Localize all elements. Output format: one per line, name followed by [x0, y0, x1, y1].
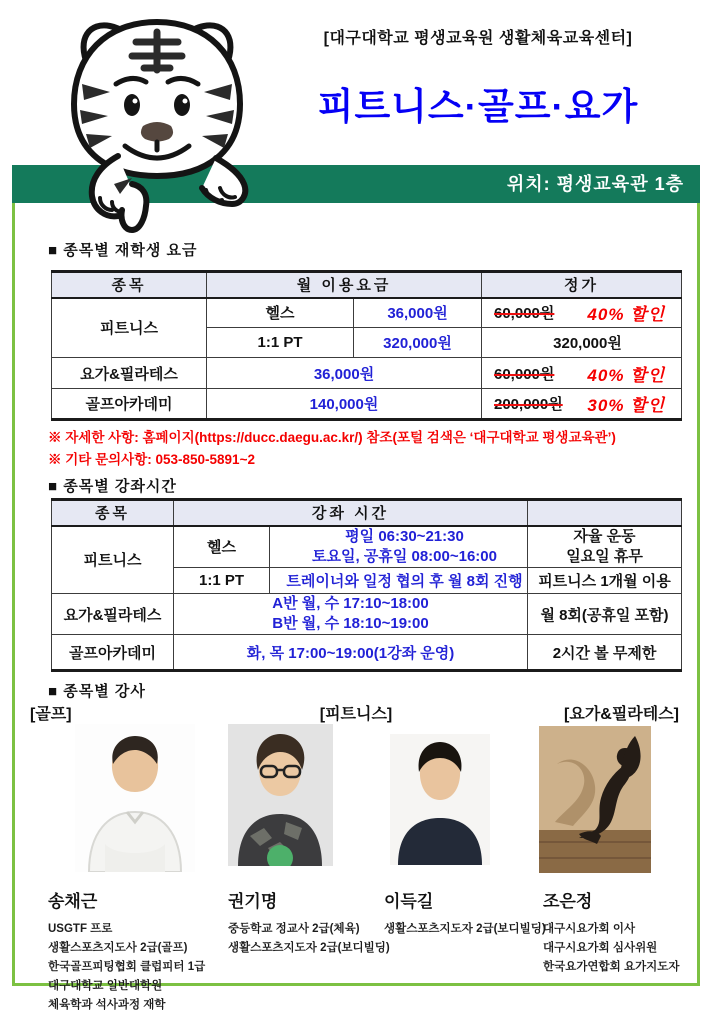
schedule-yoga-label: 요가&필라테스 — [52, 594, 174, 635]
pricing-header-fee: 월 이용요금 — [207, 272, 482, 298]
schedule-fitness-label: 피트니스 — [52, 526, 174, 594]
original-price: 60,000원 — [494, 305, 555, 323]
note-line: 자율 운동 — [573, 527, 636, 545]
pricing-pt-label: 1:1 PT — [207, 328, 354, 358]
bio-line: 생활스포츠지도자 2급(보디빌딩) — [228, 942, 390, 954]
pricing-section-title: ■ 종목별 재학생 요금 — [48, 242, 198, 259]
bio-line: 생활스포츠지도자 2급(보디빌딩) — [384, 923, 546, 935]
tiger-mascot-illustration — [48, 8, 266, 241]
instructor-card-lee-deuk-gil — [384, 887, 549, 939]
pricing-header-row — [52, 272, 682, 298]
pricing-header-item: 종목 — [52, 272, 207, 298]
note-phone: ※ 기타 문의사항: 053-850-5891~2 — [48, 452, 255, 467]
schedule-table — [51, 498, 682, 672]
schedule-golf-label: 골프아카데미 — [52, 635, 174, 671]
discount-badge: 40% 할인 — [587, 365, 665, 385]
instructor-photo-song-chae-geun — [75, 724, 195, 872]
location-text: 위치: 평생교육관 1층 — [506, 174, 684, 194]
instructor-name: 송채근 — [48, 892, 98, 911]
schedule-pt-time: 트레이너와 일정 협의 후 월 8회 진행 — [270, 568, 528, 594]
instructor-photo-jo-eun-jeong-yoga-pose — [539, 726, 651, 873]
table-row — [52, 594, 682, 635]
time-line: 평일 06:30~21:30 — [345, 527, 464, 545]
category-label-fitness: [피트니스] — [319, 706, 393, 723]
schedule-pt-note: 피트니스 1개월 이용 — [528, 568, 682, 594]
instructor-name: 조은정 — [543, 892, 593, 911]
table-row — [52, 358, 682, 389]
table-row — [52, 389, 682, 420]
schedule-yoga-times — [174, 594, 528, 635]
instructor-photo-kwon-gi-myeong — [228, 724, 333, 866]
original-price: 200,000원 — [494, 396, 563, 413]
bio-line: 대구시요가회 이사 — [543, 923, 636, 935]
pricing-header-list-price: 정가 — [482, 272, 682, 298]
pricing-pt-price: 320,000원 — [354, 328, 482, 358]
discount-badge: 40% 할인 — [587, 305, 665, 325]
table-row — [52, 298, 682, 328]
note-line: 일요일 휴무 — [566, 547, 643, 565]
original-price: 60,000원 — [494, 365, 555, 383]
tiger-icon — [48, 8, 266, 236]
pricing-health-label: 헬스 — [207, 298, 354, 328]
instructor-photo-lee-deuk-gil — [390, 734, 490, 865]
bio-line: 한국골프피팅협회 클럽피터 1급 — [48, 961, 206, 973]
pricing-golf-price: 140,000원 — [207, 389, 482, 420]
notes-block — [48, 427, 616, 471]
pricing-yoga-price: 36,000원 — [207, 358, 482, 389]
discount-badge: 30% 할인 — [587, 396, 665, 415]
schedule-section-title: ■ 종목별 강좌시간 — [48, 478, 177, 495]
category-label-golf: [골프] — [30, 706, 72, 723]
bio-line: 중등학교 정교사 2급(체육) — [228, 923, 360, 935]
pricing-golf-label: 골프아카데미 — [52, 389, 207, 420]
content-frame — [12, 203, 700, 1011]
schedule-health-note — [528, 526, 682, 568]
time-line: A반 월, 수 17:10~18:00 — [272, 595, 429, 612]
bio-line: USGTF 프로 — [48, 923, 113, 935]
pricing-health-price: 36,000원 — [354, 298, 482, 328]
pricing-yoga-label: 요가&필라테스 — [52, 358, 207, 389]
schedule-header-item: 종목 — [52, 500, 174, 526]
schedule-header-time: 강좌 시간 — [174, 500, 528, 526]
table-row — [52, 526, 682, 568]
instructor-card-jo-eun-jeong — [543, 887, 708, 977]
org-label: [대구대학교 평생교육원 생활체육교육센터] — [323, 30, 633, 47]
pricing-table — [51, 270, 682, 421]
schedule-pt-label: 1:1 PT — [174, 568, 270, 594]
schedule-golf-note: 2시간 볼 무제한 — [528, 635, 682, 671]
time-line: 토요일, 공휴일 08:00~16:00 — [312, 547, 497, 565]
page-title: 피트니스·골프·요가 — [317, 86, 639, 127]
schedule-header-extra — [528, 500, 682, 526]
time-line: B반 월, 수 18:10~19:00 — [272, 615, 429, 632]
instructor-name: 권기명 — [228, 892, 278, 911]
instructor-card-kwon-gi-myeong — [228, 887, 393, 958]
pricing-pt-listprice: 320,000원 — [482, 328, 682, 358]
schedule-health-times — [270, 526, 528, 568]
instructor-name: 이득길 — [384, 892, 434, 911]
instructors-section-title: ■ 종목별 강사 — [48, 683, 146, 700]
note-homepage: ※ 자세한 사항: 홈페이지(https://ducc.daegu.ac.kr/) 참조(포털 검색은 ‘대구대학교 평생교육관’) — [48, 430, 616, 445]
schedule-golf-time: 화, 목 17:00~19:00(1강좌 운영) — [174, 635, 528, 671]
bio-line: 체육학과 석사과정 재학 — [48, 999, 166, 1011]
schedule-yoga-note: 월 8회(공휴일 포함) — [528, 594, 682, 635]
category-label-yoga: [요가&필라테스] — [564, 706, 679, 723]
schedule-header-row — [52, 500, 682, 526]
bio-line: 한국요가연합회 요가지도자 — [543, 961, 680, 973]
pricing-health-listprice-cell — [482, 298, 682, 328]
pricing-yoga-listprice-cell — [482, 358, 682, 389]
instructor-card-song-chae-geun — [48, 887, 213, 1015]
bio-line: 대구시요가회 심사위원 — [543, 942, 658, 954]
table-row — [52, 635, 682, 671]
pricing-golf-listprice-cell — [482, 389, 682, 420]
bio-line: 대구대학교 일반대학원 — [48, 980, 163, 992]
bio-line: 생활스포츠지도사 2급(골프) — [48, 942, 188, 954]
schedule-health-label: 헬스 — [174, 526, 270, 568]
pricing-fitness-label: 피트니스 — [52, 298, 207, 358]
